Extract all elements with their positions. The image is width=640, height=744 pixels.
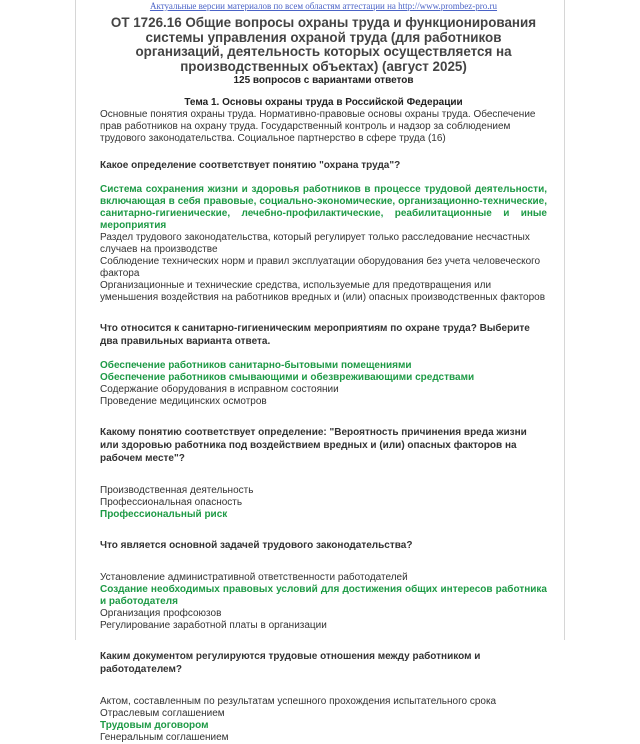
prombez-link[interactable]: Актуальные версии материалов по всем областям аттестации на http://www.prombez-pro.ru <box>149 1 498 11</box>
question-text: Какое определение соответствует понятию "охрана труда"? <box>100 160 401 171</box>
question-list <box>100 159 547 744</box>
answer-option: Производственная деятельность <box>100 485 254 496</box>
correct-answer-option: Создание необходимых правовых условий для достижения общих интересов работника и работодателя <box>100 584 547 607</box>
topic-title: Тема 1. Основы охраны труда в Российской Федерации <box>184 97 463 108</box>
answer-option: Организационные и технические средства, используемые для предотвращения или уменьшения воздействия на работников вредных и (или) опасных производственных факторов <box>100 280 546 303</box>
question-text: Что относится к санитарно-гигиеническим мероприятиям по охране труда? Выберите два правильных варианта ответа. <box>100 323 530 347</box>
question-block <box>100 159 547 304</box>
answer-option: Установление административной ответственности работодателей <box>100 572 408 583</box>
document-subtitle: 125 вопросов с вариантами ответов <box>233 75 414 86</box>
correct-answer-option: Трудовым договором <box>100 720 209 731</box>
question-block <box>100 426 547 521</box>
correct-answer-option: Профессиональный риск <box>100 509 228 520</box>
answer-option: Отраслевым соглашением <box>100 708 225 719</box>
answer-option: Профессиональная опасность <box>100 497 243 508</box>
question-block <box>100 322 547 408</box>
question-block <box>100 539 547 632</box>
topic-description: Основные понятия охраны труда. Нормативно-правовые основы охраны труда. Обеспечение прав работников на охрану труда. Государственный контроль и надзор за соблюдением трудового законодательства. Социальное партнерство в сфере труда (16) <box>100 109 536 144</box>
correct-answer-option: Обеспечение работников санитарно-бытовыми помещениями <box>100 360 412 371</box>
answer-option: Раздел трудового законодательства, который регулирует только расследование несчастных случаев на производстве <box>100 232 530 255</box>
answer-option: Соблюдение технических норм и правил эксплуатации оборудования без учета человеческого фактора <box>100 256 541 279</box>
question-block <box>100 650 547 744</box>
document-page <box>75 0 565 743</box>
answer-option: Актом, составленным по результатам успешного прохождения испытательного срока <box>100 696 497 707</box>
question-text: Каким документом регулируются трудовые отношения между работником и работодателем? <box>100 651 481 675</box>
question-text: Какому понятию соответствует определение: "Вероятность причинения вреда жизни или здоровью работника под воздействием вредных и (или) опасных факторов на рабочем месте"? <box>100 427 527 464</box>
answer-option: Содержание оборудования в исправном состоянии <box>100 384 339 395</box>
correct-answer-option: Обеспечение работников смывающими и обезвреживающими средствами <box>100 372 475 383</box>
answer-option: Проведение медицинских осмотров <box>100 396 267 407</box>
answer-option: Организация профсоюзов <box>100 608 222 619</box>
answer-option: Генеральным соглашением <box>100 732 229 743</box>
answer-option: Регулирование заработной платы в организации <box>100 620 327 631</box>
correct-answer-option: Система сохранения жизни и здоровья работников в процессе трудовой деятельности, включающая в себя правовые, социально-экономические, организационно-технические, санитарно-гигиенические, лечебно-профилактические, реабилитационные и иные мероприятия <box>100 184 547 231</box>
question-text: Что является основной задачей трудового законодательства? <box>100 540 413 551</box>
document-title: ОТ 1726.16 Общие вопросы охраны труда и функционирования системы управления охраной труда (для работников организаций, деятельность которых осуществляется на производственных объектах) (август 2025) <box>110 15 537 74</box>
